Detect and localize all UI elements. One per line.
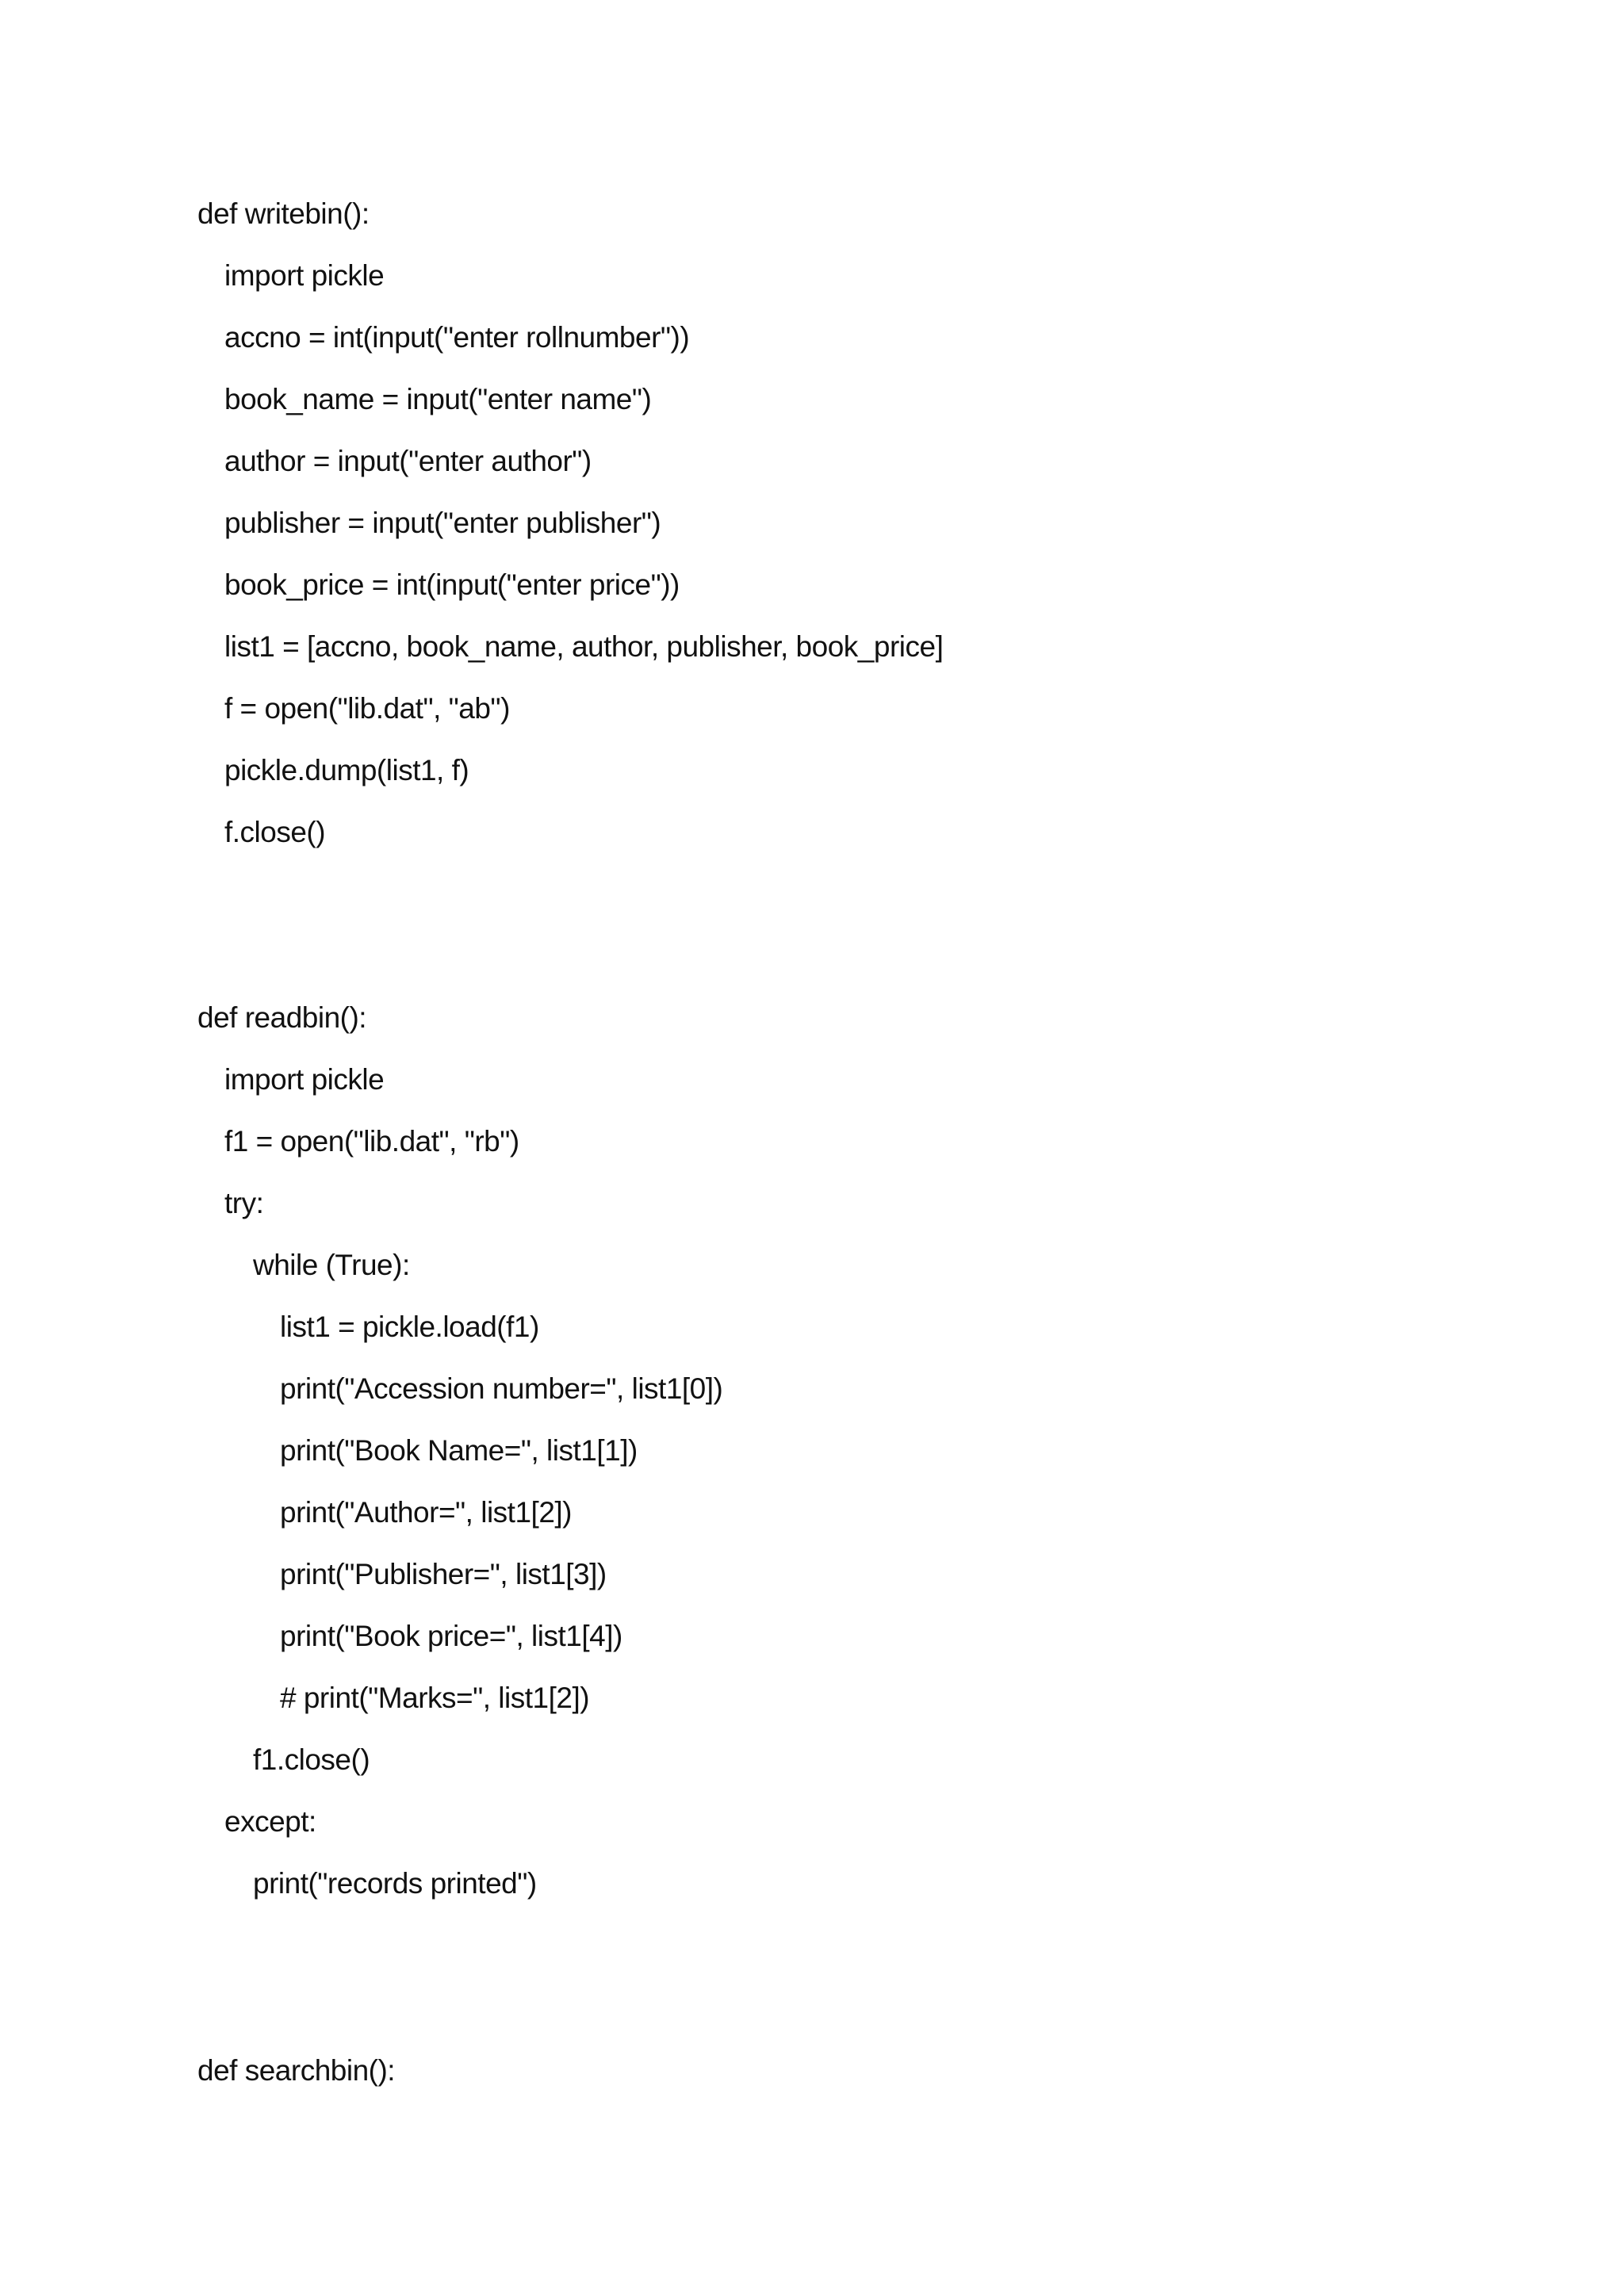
code-line: except: — [224, 1805, 316, 1838]
code-line: publisher = input("enter publisher") — [224, 507, 661, 539]
code-line: def searchbin(): — [197, 2054, 396, 2087]
code-line: book_name = input("enter name") — [224, 383, 652, 415]
code-line: pickle.dump(list1, f) — [224, 754, 469, 786]
code-line: while (True): — [253, 1249, 410, 1281]
code-line: print("Accession number=", list1[0]) — [280, 1372, 723, 1405]
code-line: author = input("enter author") — [224, 445, 592, 477]
code-line: f = open("lib.dat", "ab") — [224, 692, 510, 725]
code-line: try: — [224, 1187, 264, 1219]
code-line: f1 = open("lib.dat", "rb") — [224, 1125, 519, 1158]
code-line: f1.close() — [253, 1743, 370, 1776]
code-line: accno = int(input("enter rollnumber")) — [224, 321, 690, 354]
code-line: list1 = pickle.load(f1) — [280, 1311, 539, 1343]
code-line: import pickle — [224, 259, 385, 292]
code-line: def writebin(): — [197, 197, 370, 230]
code-line: print("Book Name=", list1[1]) — [280, 1434, 638, 1467]
code-line: book_price = int(input("enter price")) — [224, 568, 680, 601]
code-line: f.close() — [224, 816, 326, 848]
code-line: print("Publisher=", list1[3]) — [280, 1558, 607, 1590]
code-line: print("Author=", list1[2]) — [280, 1496, 573, 1529]
code-line: print("records printed") — [253, 1867, 537, 1900]
code-line: def readbin(): — [197, 1001, 367, 1034]
code-line: import pickle — [224, 1063, 385, 1096]
code-line: # print("Marks=", list1[2]) — [280, 1682, 590, 1714]
code-line: list1 = [accno, book_name, author, publisher, book_price] — [224, 630, 944, 663]
code-line: print("Book price=", list1[4]) — [280, 1620, 622, 1652]
